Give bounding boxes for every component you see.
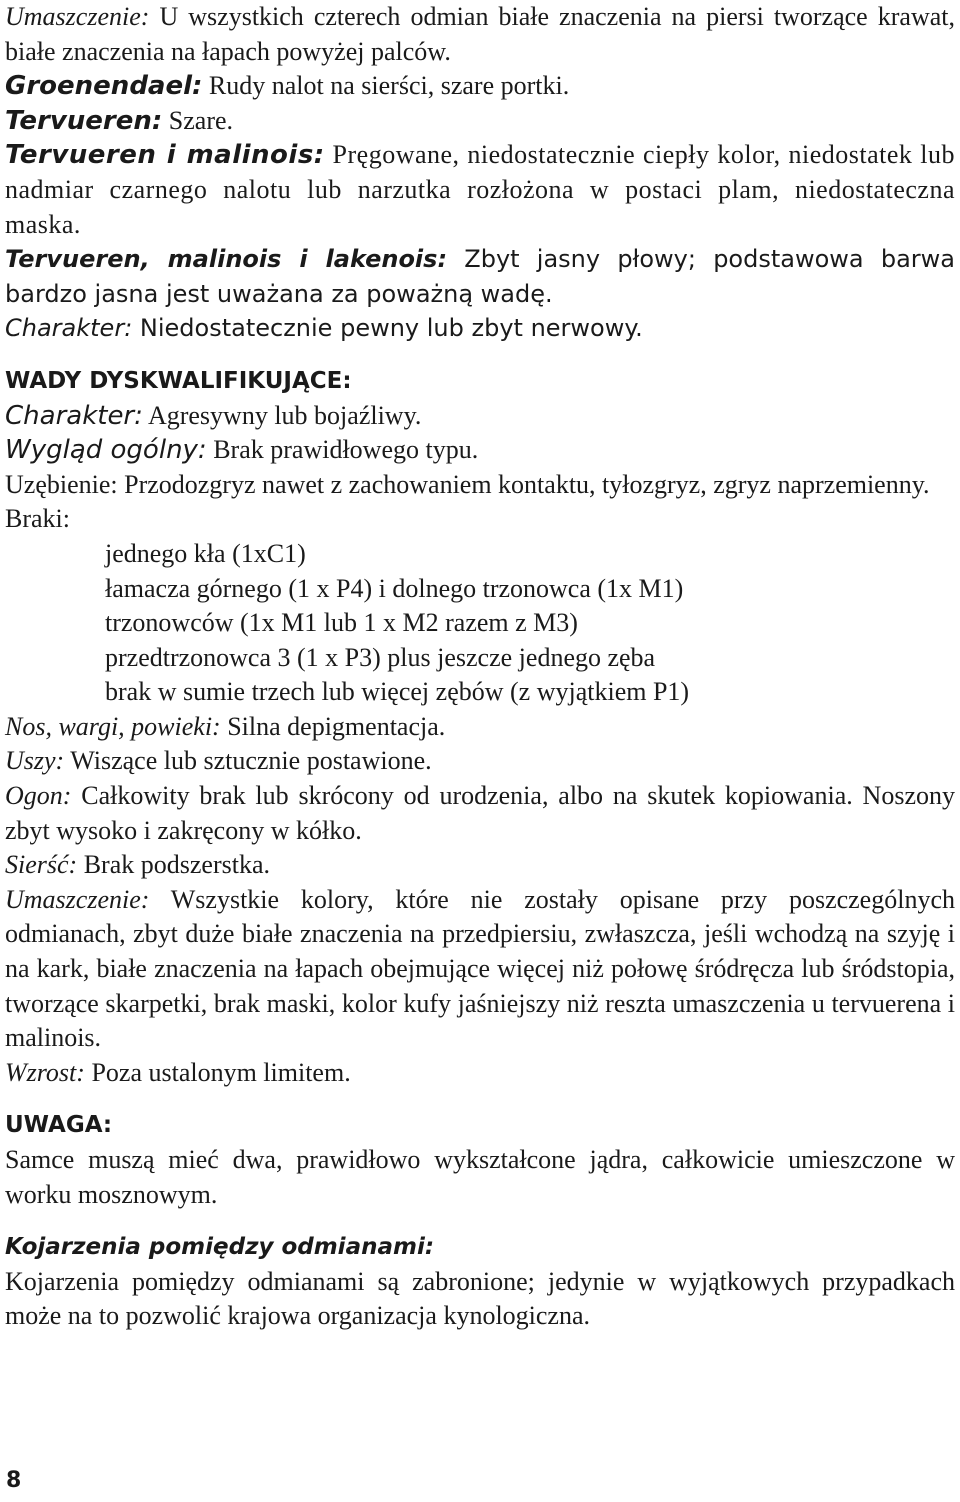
disq-ogon-paragraph	[5, 779, 955, 848]
disq-charakter-paragraph	[5, 399, 955, 434]
uwaga-text: Samce muszą mieć dwa, prawidłowo wykształcone jądra, całkowicie umieszczone w worku mosznowym.	[5, 1145, 955, 1209]
document-page	[5, 0, 955, 1334]
list-item: łamacza górnego (1 x P4) i dolnego trzonowca (1x M1)	[105, 573, 684, 603]
list-item: jednego kła (1xC1)	[105, 538, 306, 568]
braki-list	[5, 537, 955, 710]
tervueren-malinois-lakenois-paragraph	[5, 242, 955, 311]
umaszczenie-label: Umaszczenie:	[5, 2, 150, 31]
disqualifying-faults-heading: WADY DYSKWALIFIKUJĄCE:	[5, 367, 352, 394]
list-item: trzonowców (1x M1 lub 1 x M2 razem z M3)	[105, 608, 578, 638]
disq-ogon-text: Całkowity brak lub skrócony od urodzenia, albo na skutek kopiowania. Noszony zbyt wysoko i zakręcony w kółko.	[5, 781, 955, 845]
groenendael-paragraph	[5, 69, 955, 104]
disq-wzrost-label: Wzrost:	[5, 1057, 85, 1087]
tervueren-malinois-text: Pręgowane, niedostatecznie ciepły kolor, niedostatek lub nadmiar czarnego nalotu lub narzutka rozłożona w postaci plam, niedostateczna maska.	[5, 140, 955, 239]
kojarzenia-text: Kojarzenia pomiędzy odmianami są zabronione; jedynie w wyjątkowych przypadkach może na to pozwolić krajowa organizacja kynologiczna.	[5, 1266, 955, 1331]
charakter-top-text: Niedostatecznie pewny lub zbyt nerwowy.	[132, 314, 643, 343]
braki-label: Braki:	[5, 504, 70, 534]
disq-wyglad-paragraph	[5, 433, 955, 468]
disq-umaszczenie-label: Umaszczenie:	[5, 884, 150, 914]
charakter-top-paragraph	[5, 311, 955, 346]
disq-ogon-label: Ogon:	[5, 781, 72, 811]
disq-wzrost-text: Poza ustalonym limitem.	[84, 1057, 351, 1087]
disq-uszy-paragraph	[5, 744, 955, 779]
umaszczenie-top-paragraph	[5, 0, 955, 69]
tervueren-malinois-lakenois-label: Tervueren, malinois i lakenois:	[5, 245, 448, 274]
disq-umaszczenie-paragraph	[5, 883, 955, 1056]
disq-uzebienie-paragraph	[5, 468, 955, 503]
disq-uzebienie-label: Uzębienie:	[5, 469, 118, 499]
disq-siersc-text: Brak podszerstka.	[77, 850, 270, 880]
disq-siersc-paragraph	[5, 848, 955, 883]
disq-uszy-text: Wiszące lub sztucznie postawione.	[64, 746, 432, 776]
list-item: przedtrzonowca 3 (1 x P3) plus jeszcze jednego zęba	[105, 642, 656, 672]
disq-siersc-label: Sierść:	[5, 850, 78, 880]
umaszczenie-text: U wszystkich czterech odmian białe znaczenia na piersi tworzące krawat, białe znaczenia na łapach powyżej palców.	[5, 2, 955, 66]
disq-umaszczenie-text: Wszystkie kolory, które nie zostały opisane przy poszczególnych odmianach, zbyt duże białe znaczenia na przedpiersiu, zwłaszcza, jeśli wchodzą na szyję i na kark, białe znaczenia na łapach obejmujące więcej niż połowę śródręcza lub śródstopia, tworzące skarpetki, brak maski, kolor kufy jaśniejszy niż reszta umaszczenia u tervuerena i malinois.	[5, 884, 955, 1053]
uwaga-heading: UWAGA:	[5, 1112, 113, 1139]
tervueren-malinois-paragraph	[5, 138, 955, 242]
list-item: brak w sumie trzech lub więcej zębów (z wyjątkiem P1)	[105, 677, 690, 707]
disq-nos-label: Nos, wargi, powieki:	[5, 711, 221, 741]
groenendael-text: Rudy nalot na sierści, szare portki.	[202, 71, 570, 101]
tervueren-text: Szare.	[162, 105, 234, 135]
disq-charakter-label: Charakter:	[5, 400, 143, 431]
disq-wyglad-label: Wygląd ogólny:	[5, 435, 207, 466]
page-number: 8	[6, 1468, 22, 1493]
tervueren-malinois-lakenois-text: Zbyt jasny płowy; podstawowa barwa bardzo jasna jest uważana za poważną wadę.	[5, 245, 955, 308]
disq-nos-text: Silna depigmentacja.	[220, 711, 446, 741]
disq-uszy-label: Uszy:	[5, 746, 65, 776]
tervueren-paragraph	[5, 104, 955, 139]
tervueren-label: Tervueren:	[5, 105, 163, 136]
groenendael-label: Groenendael:	[5, 71, 203, 102]
disq-wyglad-text: Brak prawidłowego typu.	[206, 435, 479, 465]
disq-uzebienie-text: Przodozgryz nawet z zachowaniem kontaktu, tyłozgryz, zgryz naprzemienny.	[117, 469, 930, 499]
disq-nos-paragraph	[5, 710, 955, 745]
charakter-top-label: Charakter:	[5, 314, 133, 343]
tervueren-malinois-label: Tervueren i malinois:	[5, 140, 325, 171]
kojarzenia-heading: Kojarzenia pomiędzy odmianami:	[5, 1234, 435, 1261]
disq-charakter-text: Agresywny lub bojaźliwy.	[142, 400, 422, 430]
disq-wzrost-paragraph	[5, 1056, 955, 1091]
